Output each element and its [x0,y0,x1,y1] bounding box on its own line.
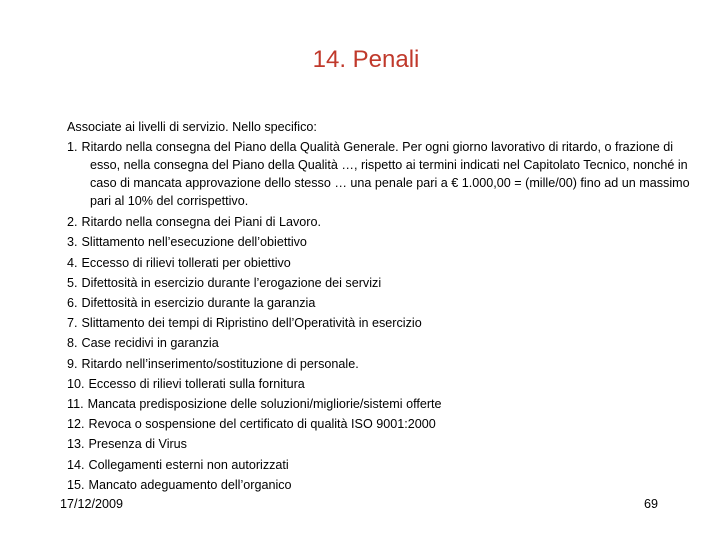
list-item [67,374,697,394]
list-item-text: Mancato adeguamento dell’organico [88,477,292,492]
list-item [67,253,697,273]
list-item [67,212,697,232]
list-item-text: Revoca o sospensione del certificato di qualità ISO 9001:2000 [88,417,436,432]
list-item-text: Ritardo nella consegna dei Piani di Lavoro. [81,215,321,230]
page-number: 69 [643,497,658,511]
list-item [67,137,697,212]
list-item-number: 8. [67,336,78,351]
list-item [67,293,697,313]
list-item-text: Ritardo nell’inserimento/sostituzione di personale. [81,356,359,371]
list-item-text: Case recidivi in garanzia [81,336,219,351]
list-item [67,232,697,252]
list-item [67,455,697,475]
intro-text: Associate ai livelli di servizio. Nello specifico: [67,120,317,134]
list-item [67,475,697,495]
list-item-number: 1. [67,140,78,155]
list-item-number: 13. [67,437,85,452]
penalty-list [67,137,697,495]
list-item [67,313,697,333]
list-item-number: 14. [67,457,85,472]
list-item-number: 10. [67,376,85,391]
list-item-text: Ritardo nella consegna del Piano della Qualità Generale. Per ogni giorno lavorativo di ritardo, o frazione di esso, nella consegna del Piano della Qualità …, rispetto ai termini indicati nel Capitolato Tecnico, nonché in caso di mancata approvazione dello stesso … una penale pari a € 1.000,00 = (mille/00) fino ad un massimo pari al 10% del corrispettivo. [81,140,690,209]
slide-title: 14. Penali [312,46,420,73]
list-item-number: 7. [67,316,78,331]
list-item-text: Collegamenti esterni non autorizzati [88,457,289,472]
list-item-number: 3. [67,235,78,250]
list-item-number: 9. [67,356,78,371]
list-item [67,354,697,374]
list-item-text: Difettosità in esercizio durante la garanzia [81,296,316,311]
list-item-text: Difettosità in esercizio durante l’erogazione dei servizi [81,275,382,290]
list-item-text: Slittamento nell’esecuzione dell’obiettivo [81,235,307,250]
list-item-number: 4. [67,255,78,270]
footer-date: 17/12/2009 [60,497,124,511]
list-item [67,273,697,293]
list-item-number: 15. [67,477,85,492]
list-item-number: 12. [67,417,85,432]
list-item-text: Eccesso di rilievi tollerati sulla fornitura [88,376,305,391]
list-item [67,434,697,454]
list-item-text: Mancata predisposizione delle soluzioni/migliorie/sistemi offerte [87,397,442,412]
slide-body [67,117,697,495]
list-item [67,414,697,434]
list-item-number: 11. [67,397,84,412]
list-item-number: 2. [67,215,78,230]
list-item-number: 6. [67,296,78,311]
list-item [67,333,697,353]
list-item-number: 5. [67,275,78,290]
list-item-text: Eccesso di rilievi tollerati per obiettivo [81,255,291,270]
list-item-text: Presenza di Virus [88,437,187,452]
list-item [67,394,697,414]
list-item-text: Slittamento dei tempi di Ripristino dell’Operatività in esercizio [81,316,422,331]
